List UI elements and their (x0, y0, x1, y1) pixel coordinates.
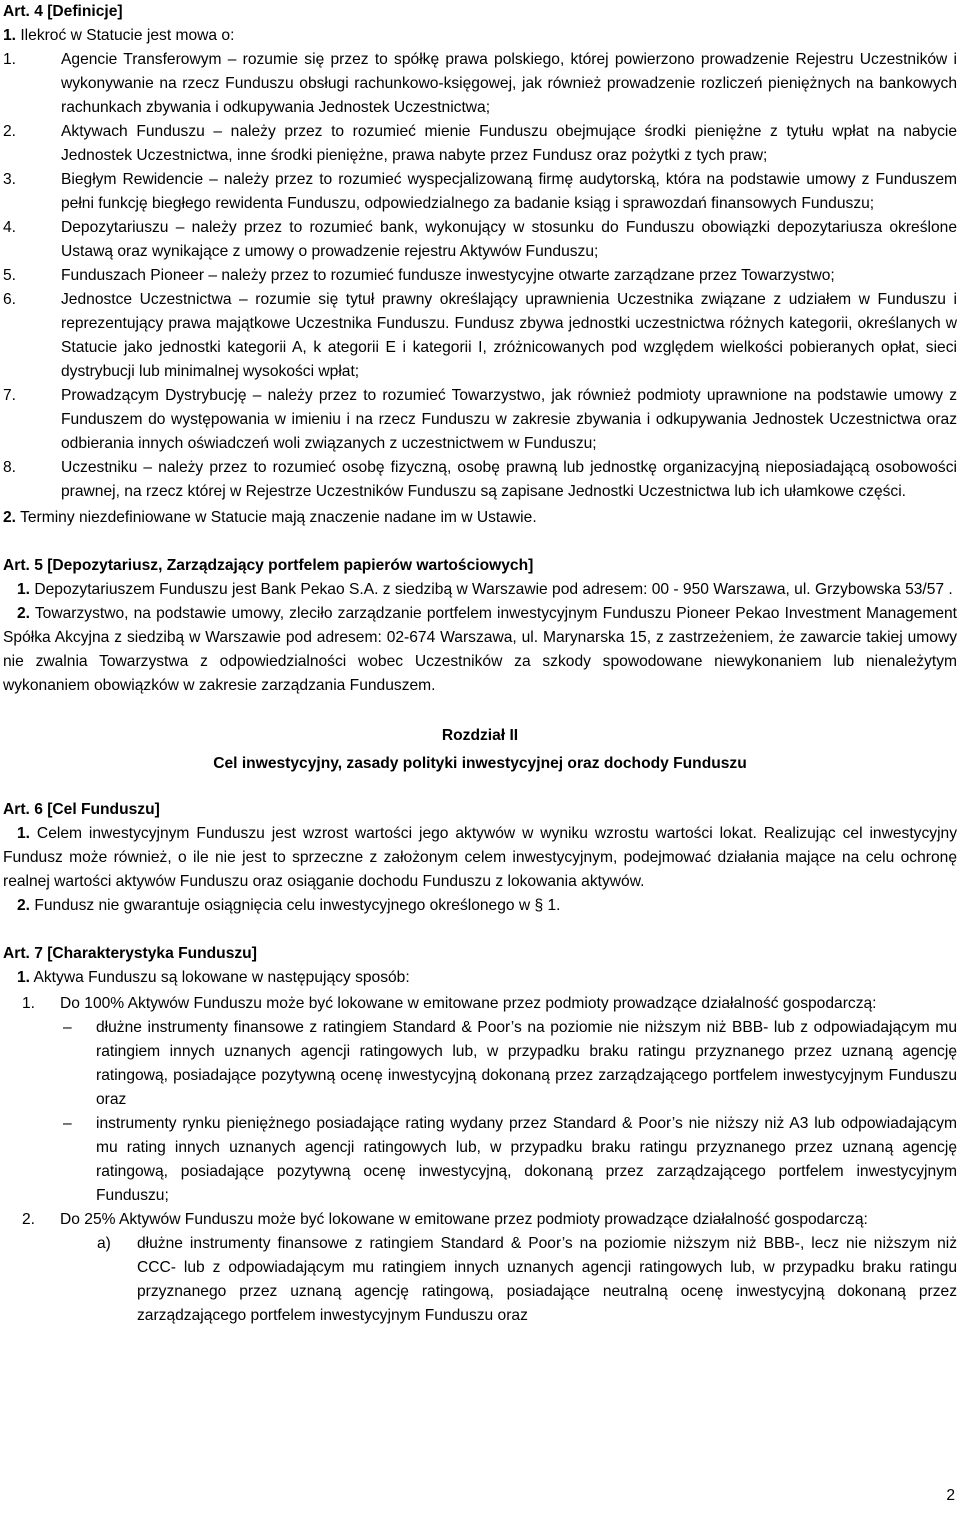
definitions-list (3, 48, 957, 504)
definition-number: 5. (3, 267, 17, 284)
art7-point2a (3, 1232, 957, 1328)
subpoint-letter: a) (97, 1235, 111, 1252)
art6-s1-text: Celem inwestycyjnym Funduszu jest wzrost wartości jego aktywów w wyniku wzrostu wartości lokat. Realizując cel inwestycyjny Fundusz może również, o ile nie jest to sprzeczne z założonym celem inwestycyjnym, podejmować działania mające na celu ochronę realnej wartości aktywów Funduszu oraz osiąganie dochodu Funduszu z lokowania aktywów. (3, 825, 957, 890)
definition-item (3, 48, 957, 120)
bullet-item (3, 1112, 957, 1208)
definition-item (3, 288, 957, 384)
point-text: Do 100% Aktywów Funduszu może być lokowane w emitowane przez podmioty prowadzące działalność gospodarczą: (60, 995, 877, 1012)
art7-point1-bullets (3, 1016, 957, 1208)
definition-number: 2. (3, 123, 17, 140)
art7-heading: Art. 7 [Charakterystyka Funduszu] (3, 945, 257, 962)
bullet-item (3, 1016, 957, 1112)
definition-item (3, 120, 957, 168)
art4-heading: Art. 4 [Definicje] (3, 3, 123, 20)
page-number: 2 (946, 1487, 955, 1504)
art5-section2 (3, 602, 957, 698)
art4-s2-number: 2. (3, 509, 17, 526)
definition-item (3, 216, 957, 264)
definition-item (3, 384, 957, 456)
art5-s1-number: 1. (17, 581, 31, 598)
chapter-title: Rozdział II (441, 727, 519, 744)
art5-s2-number: 2. (17, 605, 31, 622)
definition-text: Agencie Transferowym – rozumie się przez to spółkę prawa polskiego, której powierzono prowadzenie Rejestru Uczestników i wykonywanie na rzecz Funduszu obsługi rachunkowo-księgowej, jak również prowadzenie rozliczeń pieniężnych na bankowych rachunkach zbywania i odkupywania Jednostek Uczestnictwa; (61, 51, 957, 116)
bullet-text: instrumenty rynku pieniężnego posiadające rating wydany przez Standard & Poor’s nie niższy niż A3 lub odpowiadającym mu rating innych uznanych agencji ratingowych lub, w przypadku braku ratingu przyznanego przez uznaną agencję ratingową, posiadające pozytywną ocenę inwestycyjną, dokonaną przez zarządzającego portfelem inwestycyjnym Funduszu; (96, 1115, 957, 1204)
art7-s1-number: 1. (17, 969, 31, 986)
definition-number: 8. (3, 459, 17, 476)
definition-number: 3. (3, 171, 17, 188)
subpoint-text: dłużne instrumenty finansowe z ratingiem Standard & Poor’s na poziomie niższym niż BBB-, lecz nie niższym niż CCC- lub z odpowiadającym mu ratingiem innych uznanych agencji ratingowych lub, w przypadku braku ratingu przyznanego przez uznaną agencję ratingową, posiadające neutralną ocenę inwestycyjną dokonaną przez zarządzającego portfelem inwestycyjnym Funduszu oraz (137, 1235, 957, 1324)
definition-item (3, 456, 957, 504)
definition-text: Uczestniku – należy przez to rozumieć osobę fizyczną, osobę prawną lub jednostkę organizacyjną nieposiadającą osobowości prawnej, na rzecz której w Rejestrze Uczestników Funduszu są zapisane Jednostki Uczestnictwa lub ich ułamkowe części. (61, 459, 957, 500)
art6-heading: Art. 6 [Cel Funduszu] (3, 801, 160, 818)
art5-heading: Art. 5 [Depozytariusz, Zarządzający portfelem papierów wartościowych] (3, 557, 534, 574)
art7-point1 (3, 992, 957, 1016)
art4-s1-text: Ilekroć w Statucie jest mowa o: (16, 27, 235, 44)
definition-number: 1. (3, 51, 17, 68)
art4-section1 (3, 24, 957, 48)
definition-text: Prowadzącym Dystrybucję – należy przez to rozumieć Towarzystwo, jak również podmioty uprawnione na podstawie umowy z Funduszem do występowania w imieniu i na rzecz Funduszu w zakresie zbywania i odkupywania Jednostek Uczestnictwa oraz odbierania innych oświadczeń woli związanych z uczestnictwem w Funduszu; (61, 387, 957, 452)
art6-section1 (3, 822, 957, 894)
definition-text: Biegłym Rewidencie – należy przez to rozumieć wyspecjalizowaną firmę audytorską, która na podstawie umowy z Funduszem pełni funkcję biegłego rewidenta Funduszu, odpowiedzialnego za badanie ksiąg i sprawozdań finansowych Funduszu; (61, 171, 957, 212)
definition-item (3, 264, 957, 288)
point-number: 1. (22, 995, 36, 1012)
point-text: Do 25% Aktywów Funduszu może być lokowane w emitowane przez podmioty prowadzące działalność gospodarczą: (60, 1211, 868, 1228)
dash-marker: – (63, 1019, 72, 1036)
art4-s2-text: Terminy niezdefiniowane w Statucie mają znaczenie nadane im w Ustawie. (16, 509, 537, 526)
dash-marker: – (63, 1115, 72, 1132)
point-number: 2. (22, 1211, 36, 1228)
art5-section1 (3, 578, 957, 602)
art5-s1-text: Depozytariuszem Funduszu jest Bank Pekao S.A. z siedzibą w Warszawie pod adresem: 00 - 950 Warszawa, ul. Grzybowska 53/57 . (30, 581, 953, 598)
definition-text: Aktywach Funduszu – należy przez to rozumieć mienie Funduszu obejmujące środki pieniężne z tytułu wpłat na nabycie Jednostek Uczestnictwa, inne środki pieniężne, prawa nabyte przez Fundusz oraz pożytki z tych praw; (61, 123, 957, 164)
art5-s2-text: Towarzystwo, na podstawie umowy, zleciło zarządzanie portfelem inwestycyjnym Funduszu Pioneer Pekao Investment Management Spółka Akcyjna z siedzibą w Warszawie pod adresem: 02-674 Warszawa, ul. Marynarska 15, z zastrzeżeniem, że zawarcie takiej umowy nie zwalnia Towarzystwa z odpowiedzialności wobec Uczestników za szkody spowodowane niewykonaniem lub nienależytym wykonaniem obowiązków w zakresie zarządzania Funduszem. (3, 605, 957, 694)
art4-section2 (3, 506, 957, 530)
art7-point2 (3, 1208, 957, 1232)
definition-text: Funduszach Pioneer – należy przez to rozumieć fundusze inwestycyjne otwarte zarządzane przez Towarzystwo; (61, 267, 835, 284)
art6-s1-number: 1. (17, 825, 31, 842)
definition-number: 6. (3, 291, 17, 308)
document-page (3, 0, 957, 1328)
bullet-text: dłużne instrumenty finansowe z ratingiem Standard & Poor’s na poziomie nie niższym niż BBB- lub z odpowiadającym mu ratingiem innych uznanych agencji ratingowych lub, w przypadku braku ratingu przyznanego przez uznaną agencję ratingową, posiadające pozytywną ocenę inwestycyjną dokonaną przez zarządzającego portfelem inwestycyjnym Funduszu oraz (96, 1019, 957, 1108)
definition-text: Depozytariuszu – należy przez to rozumieć bank, wykonujący w stosunku do Funduszu obowiązki depozytariusza określone Ustawą oraz wynikające z umowy o prowadzenie rejestru Aktywów Funduszu; (61, 219, 957, 260)
art6-section2 (3, 894, 957, 918)
art6-s2-text: Fundusz nie gwarantuje osiągnięcia celu inwestycyjnego określonego w § 1. (30, 897, 561, 914)
art7-section1 (3, 966, 957, 990)
art4-s1-number: 1. (3, 27, 17, 44)
art6-s2-number: 2. (17, 897, 31, 914)
definition-text: Jednostce Uczestnictwa – rozumie się tytuł prawny określający uprawnienia Uczestnika związane z udziałem w Funduszu i reprezentujący prawa majątkowe Uczestnika Funduszu. Fundusz zbywa jednostki uczestnictwa różnych kategorii, określanych w Statucie jako jednostki kategorii A, k ategorii E i kategorii I, zróżnicowanych pod względem wielkości pobieranych opłat, sieci dystrybucji lub minimalnej wysokości wpłat; (61, 291, 957, 380)
definition-item (3, 168, 957, 216)
art7-s1-text: Aktywa Funduszu są lokowane w następujący sposób: (30, 969, 410, 986)
definition-number: 4. (3, 219, 17, 236)
definition-number: 7. (3, 387, 17, 404)
chapter-subtitle: Cel inwestycyjny, zasady polityki inwestycyjnej oraz dochody Funduszu (213, 755, 747, 772)
